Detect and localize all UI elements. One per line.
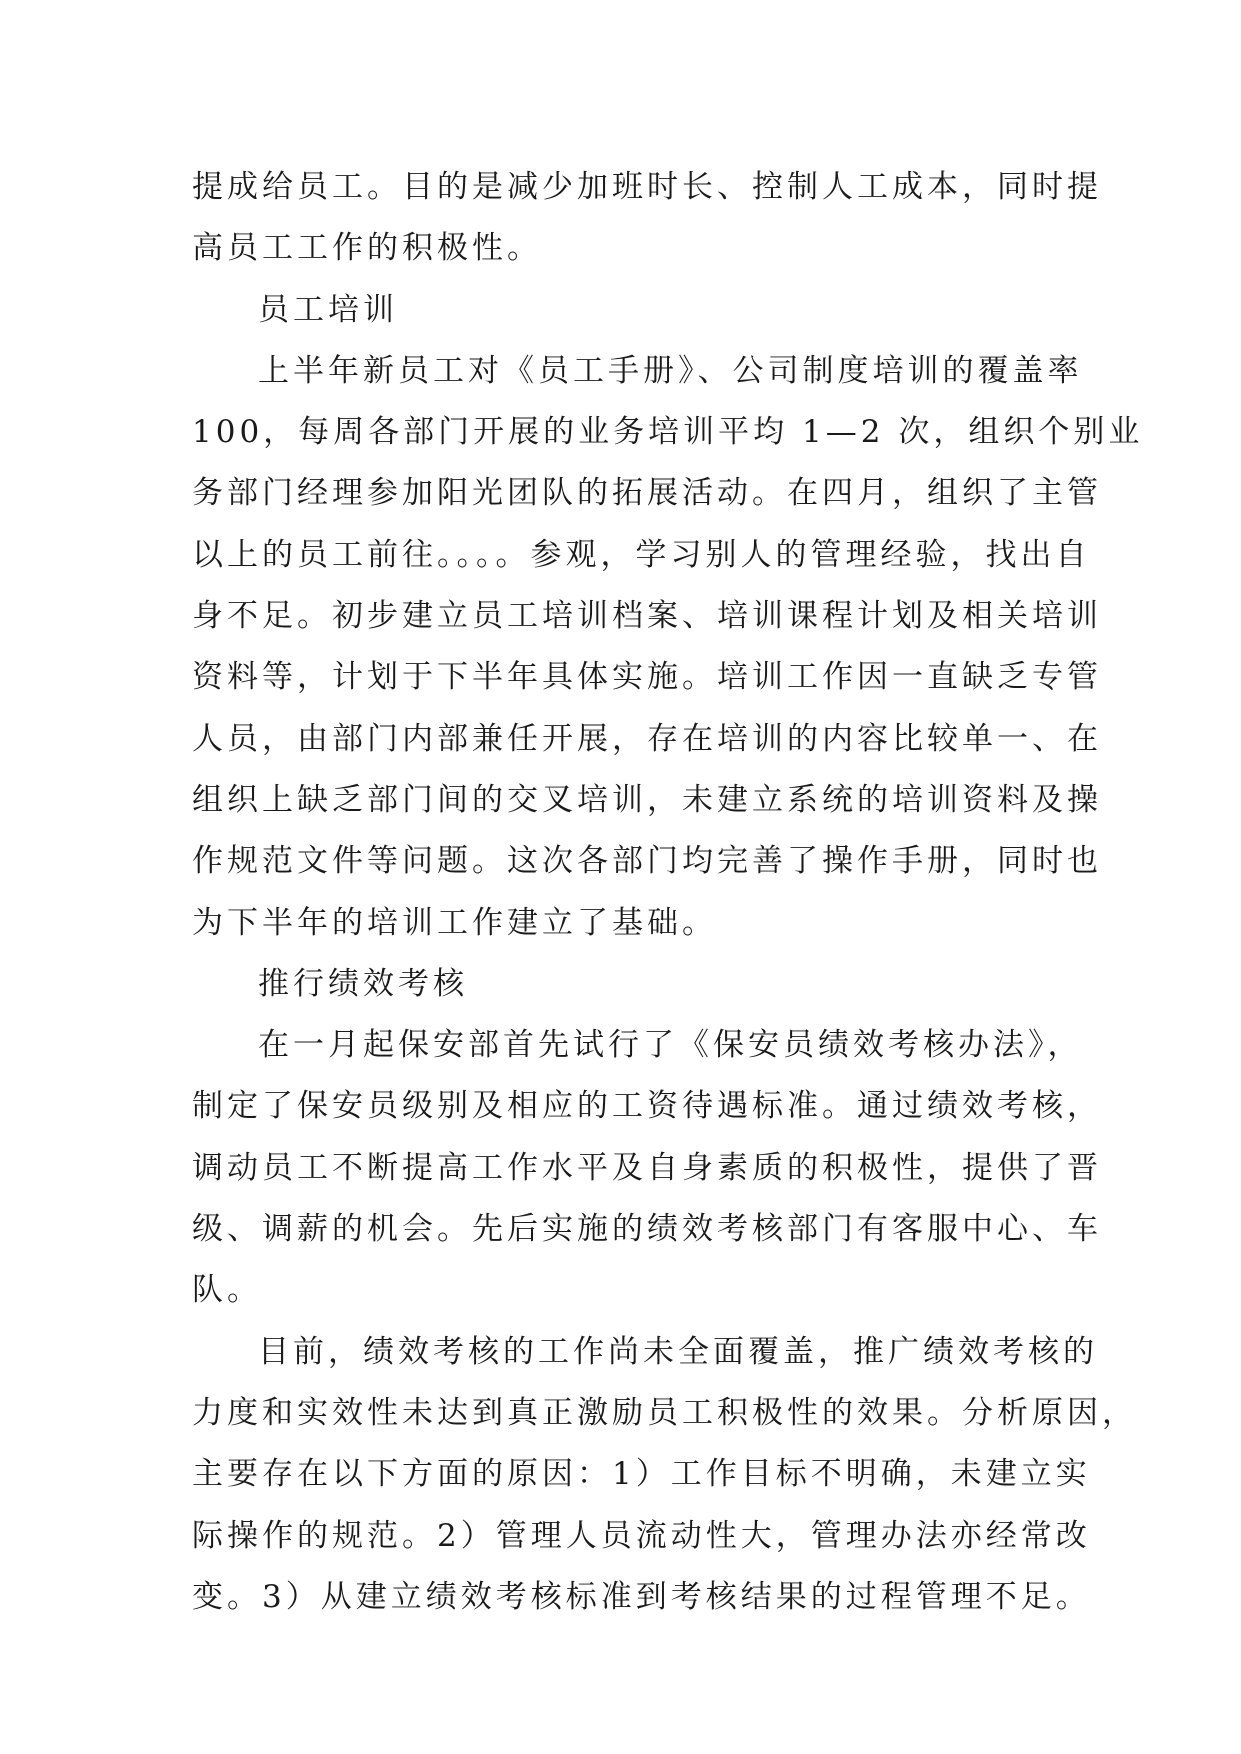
text-line: 100，每周各部门开展的业务培训平均 1—2 次，组织个别业 bbox=[192, 414, 1144, 451]
text-line: 力度和实效性未达到真正激励员工积极性的效果。分析原因， bbox=[192, 1394, 1137, 1431]
section-heading-performance-review: 推行绩效考核 bbox=[258, 965, 468, 1002]
text-line: 上半年新员工对《员工手册》、公司制度培训的覆盖率 bbox=[258, 352, 1083, 389]
text-line: 际操作的规范。2）管理人员流动性大，管理办法亦经常改 bbox=[192, 1517, 1091, 1554]
text-line: 提成给员工。目的是减少加班时长、控制人工成本，同时提 bbox=[192, 169, 1102, 205]
text-line: 变。3）从建立绩效考核标准到考核结果的过程管理不足。 bbox=[192, 1578, 1091, 1615]
text-line: 组织上缺乏部门间的交叉培训，未建立系统的培训资料及操 bbox=[192, 781, 1102, 818]
document-body bbox=[192, 157, 1144, 1628]
text-line: 调动员工不断提高工作水平及自身素质的积极性，提供了晋 bbox=[192, 1149, 1102, 1186]
text-line: 级、调薪的机会。先后实施的绩效考核部门有客服中心、车 bbox=[192, 1211, 1102, 1248]
text-line: 身不足。初步建立员工培训档案、培训课程计划及相关培训 bbox=[192, 598, 1102, 635]
text-line: 主要存在以下方面的原因：1）工作目标不明确，未建立实 bbox=[192, 1456, 1091, 1493]
text-line: 务部门经理参加阳光团队的拓展活动。在四月，组织了主管 bbox=[192, 475, 1102, 512]
text-line: 作规范文件等问题。这次各部门均完善了操作手册，同时也 bbox=[192, 843, 1102, 880]
text-line: 为下半年的培训工作建立了基础。 bbox=[192, 904, 717, 941]
section-heading-staff-training: 员工培训 bbox=[258, 291, 398, 328]
text-line: 在一月起保安部首先试行了《保安员绩效考核办法》， bbox=[258, 1027, 1083, 1064]
text-line: 高员工工作的积极性。 bbox=[192, 230, 542, 267]
text-line: 人员，由部门内部兼任开展，存在培训的内容比较单一、在 bbox=[192, 720, 1102, 757]
text-line: 资料等，计划于下半年具体实施。培训工作因一直缺乏专管 bbox=[192, 659, 1102, 696]
text-line: 队。 bbox=[192, 1272, 262, 1309]
text-line: 制定了保安员级别及相应的工资待遇标准。通过绩效考核， bbox=[192, 1088, 1102, 1125]
text-line: 以上的员工前往。。。。参观，学习别人的管理经验，找出自 bbox=[192, 536, 1091, 573]
text-line: 目前，绩效考核的工作尚未全面覆盖，推广绩效考核的 bbox=[258, 1333, 1098, 1370]
